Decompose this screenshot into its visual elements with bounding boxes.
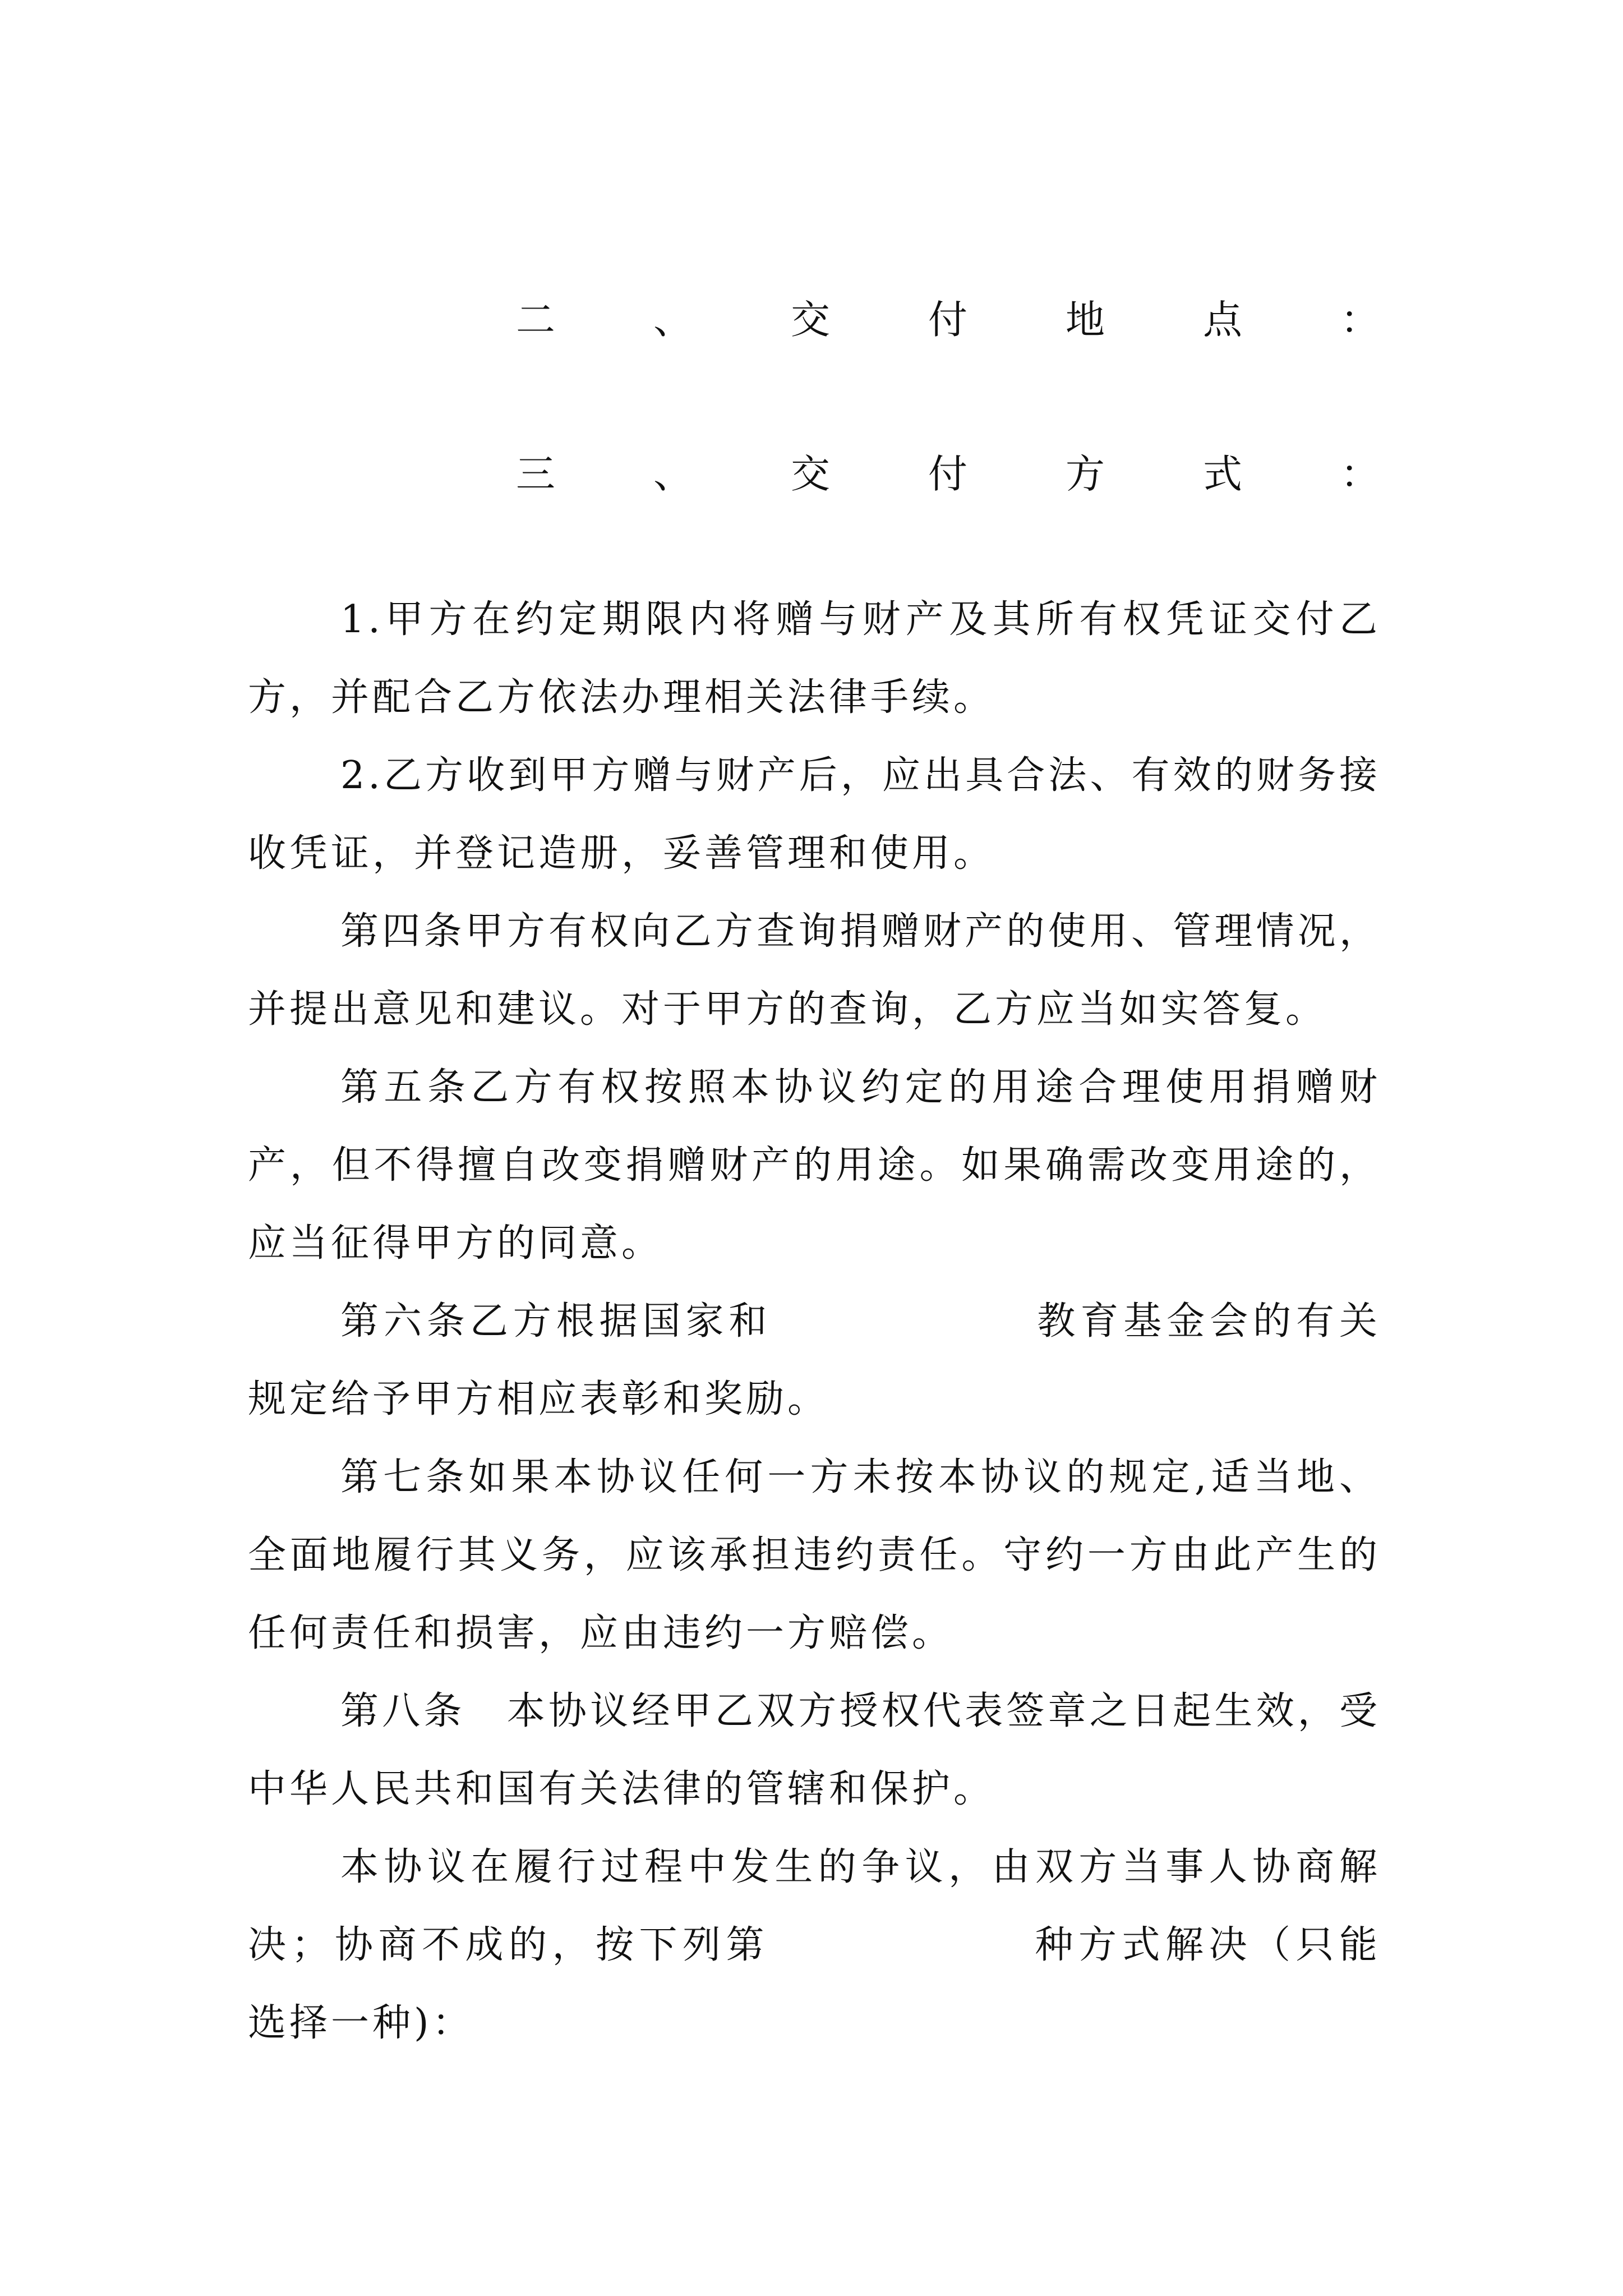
heading-char: 点 [1203, 297, 1242, 343]
paragraph-article-7: 第七条如果本协议任何一方未按本协议的规定,适当地、全面地履行其义务，应该承担违约责任。守约一方由此产生的任何责任和损害，应由违约一方赔偿。 [248, 1455, 1381, 1655]
heading-char: ： [1340, 297, 1380, 343]
heading-char: 方 [1066, 451, 1105, 497]
paragraph-article-8: 第八条 本协议经甲乙双方授权代表签章之日起生效，受中华人民共和国有关法律的管辖和保护。 [248, 1689, 1381, 1811]
heading-char: 式 [1203, 451, 1242, 497]
heading-char: 二 [516, 297, 555, 343]
heading-char: 、 [653, 297, 693, 343]
paragraph-article-6-start: 第六条乙方根据国家和 [340, 1299, 772, 1343]
paragraph-disputes [248, 1828, 1381, 2062]
heading-char: 交 [791, 297, 830, 343]
paragraph-article-6-end: 教育基金会的有关规定给予甲方相应表彰和奖励。 [248, 1299, 1381, 1421]
paragraph-article-6 [248, 1282, 1381, 1438]
heading-char: 付 [928, 297, 967, 343]
paragraph-disputes-end: 种方式解决（只能选择一种)： [248, 1923, 1381, 2045]
paragraph-delivery-1: 1.甲方在约定期限内将赠与财产及其所有权凭证交付乙方，并配合乙方依法办理相关法律手续。 [248, 597, 1381, 720]
heading-delivery-method [516, 443, 1380, 505]
heading-delivery-location [516, 289, 1380, 351]
heading-char: 、 [653, 451, 693, 497]
heading-char: 三 [516, 451, 555, 497]
body-text [248, 581, 1381, 2062]
heading-char: 地 [1066, 297, 1105, 343]
heading-char: 交 [791, 451, 830, 497]
paragraph-disputes-start: 本协议在履行过程中发生的争议，由双方当事人协商解决；协商不成的，按下列第 [248, 1845, 1381, 1967]
paragraph-article-5: 第五条乙方有权按照本协议约定的用途合理使用捐赠财产，但不得擅自改变捐赠财产的用途。如果确需改变用途的，应当征得甲方的同意。 [248, 1065, 1381, 1266]
heading-char: ： [1340, 451, 1380, 497]
paragraph-delivery-2: 2.乙方收到甲方赠与财产后，应出具合法、有效的财务接收凭证，并登记造册，妥善管理和使用。 [248, 753, 1381, 876]
paragraph-article-4: 第四条甲方有权向乙方查询捐赠财产的使用、管理情况，并提出意见和建议。对于甲方的查询，乙方应当如实答复。 [248, 909, 1381, 1032]
heading-char: 付 [928, 451, 967, 497]
